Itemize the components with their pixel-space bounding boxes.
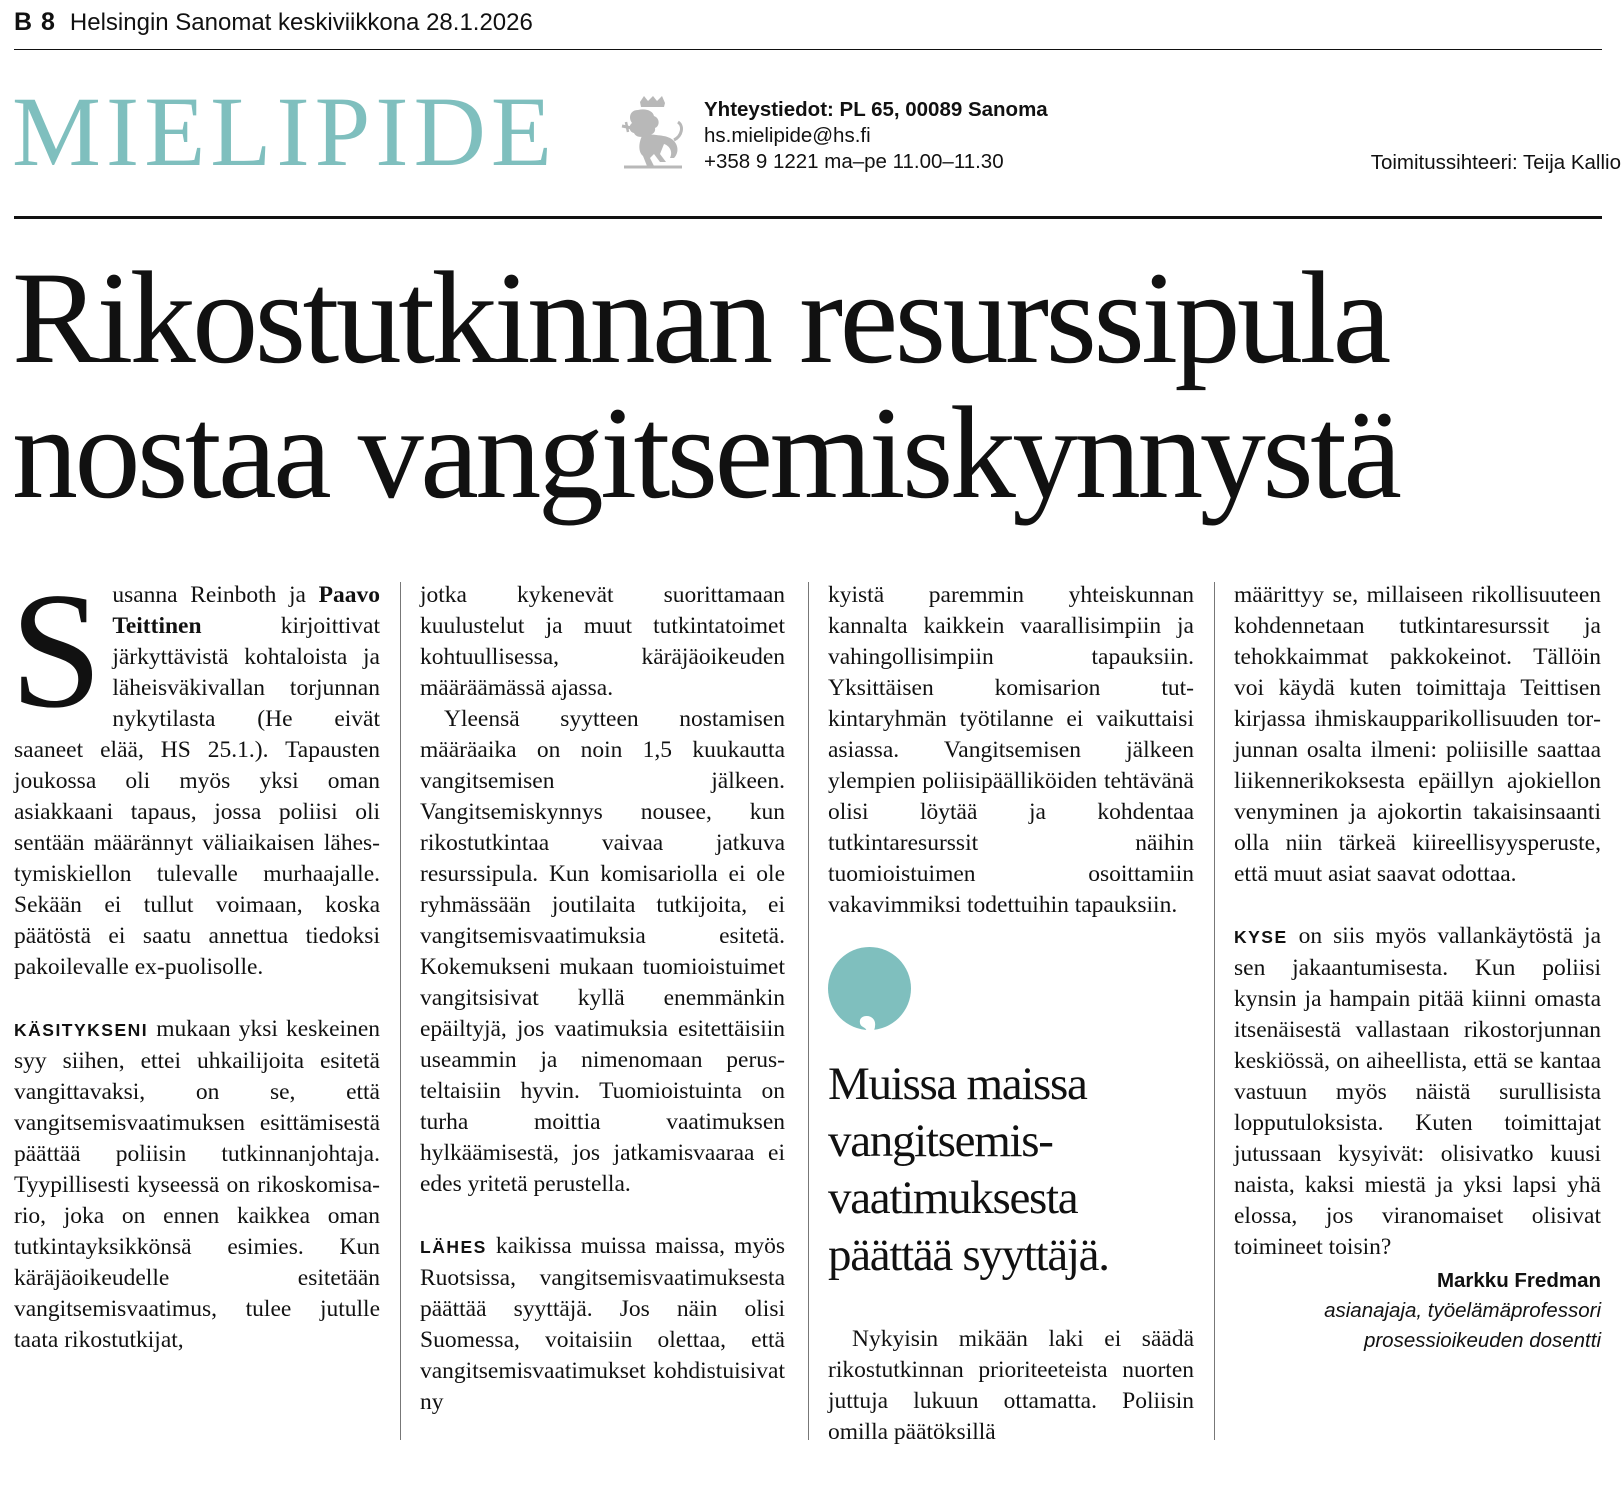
paragraph-lead: KYSE [1234, 927, 1288, 947]
header-rule [14, 49, 1602, 50]
section-rule [14, 216, 1602, 219]
intro-text-a: usanna Reinboth ja [112, 582, 319, 608]
headline-line-2: nostaa vangitsemiskynnystä [12, 379, 1399, 526]
page-header [14, 8, 533, 44]
contact-phone: +358 9 1221 ma–pe 11.00–11.30 [704, 150, 1004, 173]
paragraph-body: mukaan yksi keskeinen syy siihen, ettei uhkailijoita esitetä vangittavaksi, on se, että vangitsemisvaatimuksen esittämisestä päättää poliisin tutkinnanjohtaja. Tyypillisesti kyseessä on rikoskomisario, joka on ennen kaikkea oman tutkintayksikkönsä esimies. Kun käräjäoikeudelle esitetään vangitsemisvaatimus, tulee jutulle taata rikostutkijat, [14, 1016, 380, 1353]
intro-text-b: kirjoittivat järkyttävistä kohtaloista ja läheisväkivallan torjunnan nykytilasta (He eivät saaneet elää, HS 25.1.). Tapausten joukossa oli myös yksi oman asiakkaani tapaus, jossa poliisi oli sentään määrännyt väliaikaisen lähestymiskiellon tulevalle murhaajalle. Sekään ei tullut voimaan, koska päätöstä ei saatu annettua tiedoksi pakoilevalle ex-puolisolle. [14, 613, 380, 980]
paragraph-intro [10, 558, 380, 983]
pull-quote [828, 1056, 1194, 1284]
paragraph-kyse [1234, 921, 1601, 1263]
lion-crest-icon [620, 96, 686, 170]
pull-quote-line: Muissa maissa [828, 1058, 1087, 1110]
contact-info [704, 97, 1048, 175]
col2-continuation: jotka kykenevät suorittamaan kuulustelut ja muut tutkintatoimet kohtuullisessa, käräjäoikeuden määräämässä ajassa. [420, 582, 785, 701]
pull-quote-line: vaatimuksesta [828, 1172, 1078, 1224]
pull-quote-line: vangitsemis- [828, 1115, 1053, 1167]
paragraph-body: kaikissa muissa maissa, myös Ruotsissa, vangitsemisvaatimuksesta päättää syyttäjä. Jos näin olisi Suomessa, voitaisiin olettaa, että vangitsemisvaatimukset kohdistuisivat ny [420, 1233, 785, 1415]
paragraph-body: on siis myös vallankäytöstä ja sen jakaantumisesta. Kun poliisi kynsin ja hampain pitää kiinni omasta itsenäisestä vallastaan rikostorjunnan keskiössä, on aiheellista, että se kantaa vastuun myös näistä surullisista lopputuloksista. Kuten toimittajat jutussaan kysyivät: olisivatko kuusi naista, kaksi miestä ja yksi lapsi yhä elossa, jos viranomaiset olisivat toimineet toisin? [1234, 923, 1601, 1260]
author-name: Markku Fredman [1436, 1269, 1601, 1292]
author-title: prosessioikeuden dosentti [1363, 1329, 1601, 1352]
contact-address: Yhteystiedot: PL 65, 00089 Sanoma [704, 98, 1048, 121]
pull-quote-line: päättää syyttäjä. [828, 1229, 1109, 1281]
intro-name: Paavo Teittinen [112, 582, 380, 639]
article-column-1 [10, 558, 380, 1356]
column-divider [1214, 582, 1215, 1440]
article-column-2 [420, 580, 785, 1418]
paragraph-lead: KÄSITYKSENI [14, 1020, 149, 1040]
col3-continuation: kyistä paremmin yhteiskunnan kannalta kaikkein vaarallisimpiin ja vahingollisimpiin tapauksiin. Yksittäisen komisarion tutkintaryhmän työtilanne ei vaikuttaisi asiassa. Vangitsemisen jälkeen ylempien poliisipäälliköiden tehtävänä olisi löytää ja kohdentaa tutkintaresurssit näihin tuomioistuimen osoittamiin vakavimmiksi todettuihin tapauksiin. [828, 582, 1194, 918]
drop-cap: S [10, 558, 103, 742]
paragraph-nykyisin: Nykyisin mikään laki ei säädä rikostutkinnan prioriteeteista nuorten juttuja lukuun ottamatta. Poliisin omilla päätöksillä [828, 1326, 1194, 1445]
article-column-3 [828, 580, 1194, 1448]
paragraph-yleensa: Yleensä syytteen nostamisen määräaika on noin 1,5 kuukautta vangitsemisen jälkeen. Vangitsemiskynnys nousee, kun rikostutkintaa vaivaa jatkuva resurssipula. Kun komisariolla ei ole ryhmässään joutilaita tutkijoita, ei vangitsemisvaatimuksia esitetä. Kokemukseni mukaan tuomioistuimet vangitsisivat kyllä enemmänkin epäiltyjä, jos vaatimuksia esitettäisiin useammin ja nimenomaan perusteltaisiin hyvin. Tuomioistuinta on turha moittia vaatimuksen hylkäämisestä, jos jatkamisvaaraa ei edes yritetä perustella. [420, 706, 785, 1197]
article-column-4 [1234, 580, 1601, 1356]
section-title: MIELIPIDE [12, 76, 557, 187]
col4-continuation: määrittyy se, millaiseen rikollisuuteen kohdennetaan tutkintaresurssit ja tehokkaimmat pakkokeinot. Tällöin voi käydä kuten toimittaja Teittisen kirjassa ihmiskaupparikollisuuden torjunnan osalta ilmeni: poliisille saattaa liikennerikoksesta epäillyn ajokiellon venyminen ja ajokortin takaisinsaanti olla niin tärkeä kiireellisyysperuste, että muut asiat saavat odottaa. [1234, 582, 1601, 887]
paragraph-kasitykseni [14, 1014, 380, 1356]
paragraph-lahes [420, 1231, 785, 1418]
publication-line: Helsingin Sanomat keskiviikkona 28.1.2026 [69, 9, 533, 36]
column-divider [808, 582, 809, 1440]
page-number: B 8 [14, 8, 56, 36]
headline-line-1: Rikostutkinnan resurssipula [12, 244, 1388, 391]
quote-mark-icon: , [828, 947, 911, 1030]
paragraph-lead: LÄHES [420, 1237, 487, 1257]
editorial-secretary: Toimitussihteeri: Teija Kallio [1370, 151, 1621, 174]
column-divider [400, 582, 401, 1440]
author-title: asianajaja, työelämäprofessori [1324, 1299, 1601, 1322]
article-headline [12, 244, 1592, 526]
contact-email: hs.mielipide@hs.fi [704, 124, 871, 147]
